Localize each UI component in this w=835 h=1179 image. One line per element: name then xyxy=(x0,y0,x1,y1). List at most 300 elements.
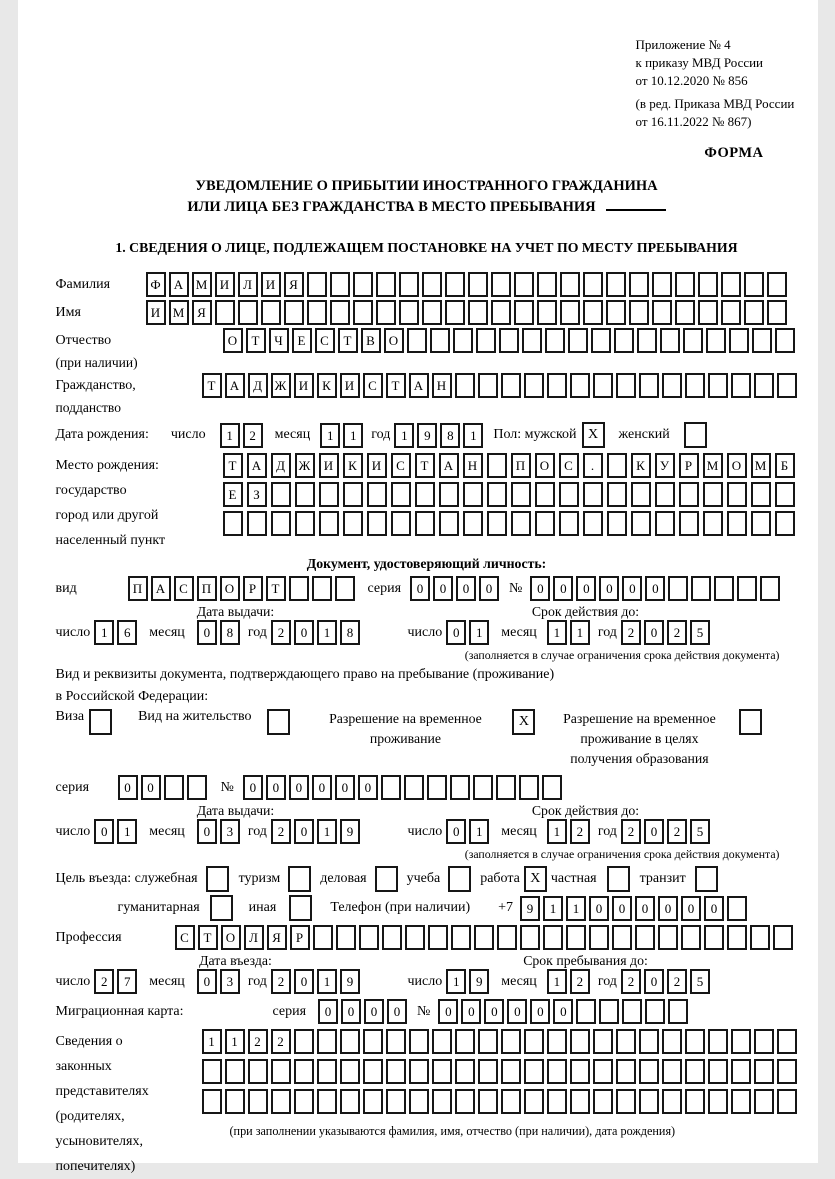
char-cell[interactable] xyxy=(271,482,291,507)
char-cell[interactable]: 1 xyxy=(566,896,586,921)
char-cell[interactable]: 6 xyxy=(117,620,137,645)
char-cell[interactable]: 0 xyxy=(312,775,332,800)
char-cell[interactable] xyxy=(295,482,315,507)
char-cell[interactable]: О xyxy=(384,328,404,353)
char-cell[interactable]: 2 xyxy=(243,423,263,448)
char-cell[interactable] xyxy=(708,1089,728,1114)
char-cell[interactable]: Т xyxy=(223,453,243,478)
char-cell[interactable] xyxy=(478,1089,498,1114)
char-cell[interactable]: 5 xyxy=(690,969,710,994)
char-cell[interactable] xyxy=(754,1059,774,1084)
char-cell[interactable]: 0 xyxy=(612,896,632,921)
char-cell[interactable]: П xyxy=(511,453,531,478)
char-cell[interactable] xyxy=(428,925,448,950)
char-cell[interactable] xyxy=(363,1089,383,1114)
char-cell[interactable] xyxy=(639,373,659,398)
temp-permit-checkbox[interactable]: X xyxy=(512,709,535,735)
char-cell[interactable] xyxy=(248,1059,268,1084)
humanitarian-checkbox[interactable] xyxy=(210,895,233,921)
char-cell[interactable] xyxy=(367,511,387,536)
char-cell[interactable] xyxy=(542,775,562,800)
char-cell[interactable] xyxy=(382,925,402,950)
char-cell[interactable] xyxy=(386,1059,406,1084)
char-cell[interactable] xyxy=(675,272,695,297)
char-cell[interactable]: 1 xyxy=(469,819,489,844)
char-cell[interactable]: 0 xyxy=(599,576,619,601)
char-cell[interactable]: 9 xyxy=(520,896,540,921)
char-cell[interactable] xyxy=(499,328,519,353)
char-cell[interactable] xyxy=(422,300,442,325)
char-cell[interactable]: 0 xyxy=(446,819,466,844)
char-cell[interactable] xyxy=(629,272,649,297)
char-cell[interactable]: 1 xyxy=(343,423,363,448)
char-cell[interactable]: 0 xyxy=(197,620,217,645)
char-cell[interactable]: 0 xyxy=(118,775,138,800)
char-cell[interactable] xyxy=(547,1059,567,1084)
char-cell[interactable] xyxy=(271,1089,291,1114)
char-cell[interactable] xyxy=(668,576,688,601)
char-cell[interactable]: 9 xyxy=(340,969,360,994)
char-cell[interactable] xyxy=(445,272,465,297)
char-cell[interactable] xyxy=(463,511,483,536)
char-cell[interactable] xyxy=(520,925,540,950)
char-cell[interactable]: 2 xyxy=(667,969,687,994)
char-cell[interactable]: О xyxy=(223,328,243,353)
char-cell[interactable] xyxy=(637,328,657,353)
char-cell[interactable] xyxy=(537,300,557,325)
char-cell[interactable]: П xyxy=(128,576,148,601)
char-cell[interactable]: 0 xyxy=(318,999,338,1024)
char-cell[interactable] xyxy=(583,272,603,297)
char-cell[interactable] xyxy=(775,511,795,536)
char-cell[interactable] xyxy=(662,1089,682,1114)
char-cell[interactable] xyxy=(662,1029,682,1054)
char-cell[interactable] xyxy=(570,1059,590,1084)
char-cell[interactable] xyxy=(247,511,267,536)
char-cell[interactable] xyxy=(698,300,718,325)
char-cell[interactable]: 0 xyxy=(438,999,458,1024)
char-cell[interactable] xyxy=(767,272,787,297)
char-cell[interactable]: У xyxy=(655,453,675,478)
char-cell[interactable] xyxy=(655,511,675,536)
char-cell[interactable] xyxy=(468,300,488,325)
char-cell[interactable]: 0 xyxy=(94,819,114,844)
char-cell[interactable] xyxy=(767,300,787,325)
char-cell[interactable] xyxy=(432,1059,452,1084)
char-cell[interactable]: 0 xyxy=(479,576,499,601)
char-cell[interactable] xyxy=(317,1059,337,1084)
char-cell[interactable] xyxy=(445,300,465,325)
char-cell[interactable]: Т xyxy=(202,373,222,398)
edu-permit-checkbox[interactable] xyxy=(739,709,762,735)
char-cell[interactable]: 0 xyxy=(197,819,217,844)
char-cell[interactable] xyxy=(631,511,651,536)
char-cell[interactable] xyxy=(606,300,626,325)
char-cell[interactable]: Т xyxy=(198,925,218,950)
char-cell[interactable] xyxy=(487,482,507,507)
char-cell[interactable]: О xyxy=(535,453,555,478)
char-cell[interactable] xyxy=(593,1059,613,1084)
char-cell[interactable] xyxy=(215,300,235,325)
char-cell[interactable] xyxy=(714,576,734,601)
char-cell[interactable] xyxy=(376,300,396,325)
char-cell[interactable] xyxy=(409,1029,429,1054)
char-cell[interactable] xyxy=(519,775,539,800)
char-cell[interactable] xyxy=(514,300,534,325)
char-cell[interactable] xyxy=(729,328,749,353)
private-checkbox[interactable] xyxy=(607,866,630,892)
char-cell[interactable]: Ф xyxy=(146,272,166,297)
char-cell[interactable] xyxy=(307,300,327,325)
char-cell[interactable] xyxy=(399,300,419,325)
char-cell[interactable]: Л xyxy=(244,925,264,950)
char-cell[interactable]: 0 xyxy=(456,576,476,601)
char-cell[interactable] xyxy=(455,1029,475,1054)
char-cell[interactable] xyxy=(376,272,396,297)
char-cell[interactable] xyxy=(685,1029,705,1054)
char-cell[interactable]: 8 xyxy=(340,620,360,645)
char-cell[interactable] xyxy=(524,1029,544,1054)
char-cell[interactable]: И xyxy=(340,373,360,398)
char-cell[interactable]: 1 xyxy=(317,969,337,994)
char-cell[interactable]: Т xyxy=(386,373,406,398)
char-cell[interactable] xyxy=(340,1029,360,1054)
char-cell[interactable]: С xyxy=(174,576,194,601)
char-cell[interactable] xyxy=(616,1089,636,1114)
char-cell[interactable] xyxy=(225,1059,245,1084)
char-cell[interactable]: П xyxy=(197,576,217,601)
char-cell[interactable]: 2 xyxy=(667,620,687,645)
tourism-checkbox[interactable] xyxy=(288,866,311,892)
char-cell[interactable] xyxy=(294,1059,314,1084)
char-cell[interactable] xyxy=(589,925,609,950)
char-cell[interactable]: К xyxy=(631,453,651,478)
char-cell[interactable] xyxy=(271,1059,291,1084)
char-cell[interactable]: З xyxy=(247,482,267,507)
char-cell[interactable]: Т xyxy=(338,328,358,353)
char-cell[interactable] xyxy=(658,925,678,950)
char-cell[interactable] xyxy=(560,300,580,325)
char-cell[interactable] xyxy=(468,272,488,297)
char-cell[interactable]: М xyxy=(169,300,189,325)
char-cell[interactable] xyxy=(450,775,470,800)
char-cell[interactable] xyxy=(631,482,651,507)
char-cell[interactable]: 0 xyxy=(622,576,642,601)
char-cell[interactable]: А xyxy=(225,373,245,398)
char-cell[interactable] xyxy=(340,1089,360,1114)
char-cell[interactable]: 3 xyxy=(220,969,240,994)
char-cell[interactable] xyxy=(225,1089,245,1114)
char-cell[interactable]: 0 xyxy=(335,775,355,800)
char-cell[interactable] xyxy=(777,1089,797,1114)
char-cell[interactable]: И xyxy=(261,272,281,297)
char-cell[interactable] xyxy=(451,925,471,950)
char-cell[interactable]: 2 xyxy=(271,819,291,844)
char-cell[interactable]: 1 xyxy=(317,819,337,844)
char-cell[interactable] xyxy=(317,1029,337,1054)
char-cell[interactable]: И xyxy=(215,272,235,297)
char-cell[interactable] xyxy=(662,373,682,398)
char-cell[interactable]: Ж xyxy=(271,373,291,398)
char-cell[interactable] xyxy=(476,328,496,353)
char-cell[interactable] xyxy=(501,1059,521,1084)
char-cell[interactable]: А xyxy=(247,453,267,478)
char-cell[interactable] xyxy=(386,1029,406,1054)
char-cell[interactable] xyxy=(415,482,435,507)
char-cell[interactable] xyxy=(319,482,339,507)
char-cell[interactable] xyxy=(698,272,718,297)
char-cell[interactable] xyxy=(343,511,363,536)
char-cell[interactable]: О xyxy=(727,453,747,478)
char-cell[interactable] xyxy=(330,300,350,325)
char-cell[interactable] xyxy=(455,1089,475,1114)
char-cell[interactable]: 0 xyxy=(243,775,263,800)
char-cell[interactable]: 0 xyxy=(446,620,466,645)
char-cell[interactable] xyxy=(478,1029,498,1054)
char-cell[interactable]: 0 xyxy=(704,896,724,921)
char-cell[interactable] xyxy=(566,925,586,950)
char-cell[interactable]: Т xyxy=(415,453,435,478)
char-cell[interactable] xyxy=(668,999,688,1024)
char-cell[interactable] xyxy=(754,1029,774,1054)
char-cell[interactable] xyxy=(616,373,636,398)
char-cell[interactable]: Б xyxy=(775,453,795,478)
char-cell[interactable]: В xyxy=(361,328,381,353)
char-cell[interactable] xyxy=(422,272,442,297)
char-cell[interactable]: 1 xyxy=(543,896,563,921)
char-cell[interactable] xyxy=(511,482,531,507)
char-cell[interactable]: 0 xyxy=(294,620,314,645)
char-cell[interactable] xyxy=(703,482,723,507)
char-cell[interactable]: Е xyxy=(223,482,243,507)
char-cell[interactable] xyxy=(491,300,511,325)
char-cell[interactable]: 1 xyxy=(317,620,337,645)
char-cell[interactable] xyxy=(223,511,243,536)
char-cell[interactable]: Е xyxy=(292,328,312,353)
char-cell[interactable] xyxy=(312,576,332,601)
char-cell[interactable]: 0 xyxy=(294,819,314,844)
transit-checkbox[interactable] xyxy=(695,866,718,892)
char-cell[interactable] xyxy=(708,1059,728,1084)
char-cell[interactable] xyxy=(775,482,795,507)
char-cell[interactable]: О xyxy=(220,576,240,601)
business-checkbox[interactable] xyxy=(375,866,398,892)
char-cell[interactable] xyxy=(511,511,531,536)
char-cell[interactable] xyxy=(599,999,619,1024)
char-cell[interactable] xyxy=(359,925,379,950)
char-cell[interactable]: 0 xyxy=(635,896,655,921)
char-cell[interactable]: А xyxy=(439,453,459,478)
char-cell[interactable] xyxy=(463,482,483,507)
char-cell[interactable] xyxy=(754,1089,774,1114)
char-cell[interactable]: Л xyxy=(238,272,258,297)
char-cell[interactable] xyxy=(294,1089,314,1114)
char-cell[interactable] xyxy=(752,328,772,353)
char-cell[interactable] xyxy=(432,1029,452,1054)
sex-male-checkbox[interactable]: X xyxy=(582,422,605,448)
char-cell[interactable]: 3 xyxy=(220,819,240,844)
char-cell[interactable] xyxy=(487,511,507,536)
char-cell[interactable] xyxy=(524,1089,544,1114)
char-cell[interactable] xyxy=(607,453,627,478)
char-cell[interactable]: Я xyxy=(267,925,287,950)
char-cell[interactable]: 0 xyxy=(364,999,384,1024)
char-cell[interactable] xyxy=(652,272,672,297)
char-cell[interactable] xyxy=(606,272,626,297)
char-cell[interactable] xyxy=(679,482,699,507)
char-cell[interactable] xyxy=(685,1089,705,1114)
char-cell[interactable]: 2 xyxy=(94,969,114,994)
char-cell[interactable] xyxy=(570,1089,590,1114)
char-cell[interactable]: 0 xyxy=(645,576,665,601)
char-cell[interactable] xyxy=(708,373,728,398)
char-cell[interactable]: К xyxy=(317,373,337,398)
char-cell[interactable]: Я xyxy=(284,272,304,297)
char-cell[interactable] xyxy=(660,328,680,353)
char-cell[interactable] xyxy=(439,482,459,507)
char-cell[interactable] xyxy=(537,272,557,297)
char-cell[interactable]: 0 xyxy=(387,999,407,1024)
char-cell[interactable] xyxy=(681,925,701,950)
char-cell[interactable] xyxy=(731,1029,751,1054)
char-cell[interactable] xyxy=(202,1059,222,1084)
char-cell[interactable]: 0 xyxy=(341,999,361,1024)
char-cell[interactable]: Р xyxy=(290,925,310,950)
char-cell[interactable]: Н xyxy=(432,373,452,398)
char-cell[interactable] xyxy=(559,482,579,507)
char-cell[interactable] xyxy=(777,373,797,398)
char-cell[interactable] xyxy=(775,328,795,353)
char-cell[interactable] xyxy=(363,1059,383,1084)
char-cell[interactable] xyxy=(777,1029,797,1054)
char-cell[interactable] xyxy=(261,300,281,325)
char-cell[interactable]: 0 xyxy=(461,999,481,1024)
char-cell[interactable] xyxy=(607,482,627,507)
char-cell[interactable] xyxy=(386,1089,406,1114)
char-cell[interactable] xyxy=(202,1089,222,1114)
char-cell[interactable] xyxy=(238,300,258,325)
char-cell[interactable]: 1 xyxy=(117,819,137,844)
char-cell[interactable] xyxy=(404,775,424,800)
char-cell[interactable] xyxy=(612,925,632,950)
char-cell[interactable]: 0 xyxy=(658,896,678,921)
char-cell[interactable]: 0 xyxy=(553,576,573,601)
char-cell[interactable] xyxy=(289,576,309,601)
char-cell[interactable] xyxy=(652,300,672,325)
char-cell[interactable]: 0 xyxy=(644,819,664,844)
char-cell[interactable]: 1 xyxy=(547,969,567,994)
char-cell[interactable] xyxy=(760,576,780,601)
char-cell[interactable] xyxy=(583,482,603,507)
char-cell[interactable] xyxy=(750,925,770,950)
char-cell[interactable] xyxy=(731,373,751,398)
char-cell[interactable] xyxy=(704,925,724,950)
char-cell[interactable]: И xyxy=(146,300,166,325)
char-cell[interactable] xyxy=(591,328,611,353)
char-cell[interactable] xyxy=(607,511,627,536)
char-cell[interactable]: 0 xyxy=(681,896,701,921)
char-cell[interactable]: 0 xyxy=(530,576,550,601)
char-cell[interactable] xyxy=(535,482,555,507)
char-cell[interactable] xyxy=(496,775,516,800)
char-cell[interactable] xyxy=(751,482,771,507)
char-cell[interactable] xyxy=(593,1089,613,1114)
char-cell[interactable]: 8 xyxy=(440,423,460,448)
char-cell[interactable]: 1 xyxy=(225,1029,245,1054)
char-cell[interactable]: 9 xyxy=(417,423,437,448)
char-cell[interactable] xyxy=(655,482,675,507)
char-cell[interactable]: 1 xyxy=(220,423,240,448)
char-cell[interactable]: 0 xyxy=(197,969,217,994)
char-cell[interactable]: Р xyxy=(679,453,699,478)
char-cell[interactable] xyxy=(583,511,603,536)
char-cell[interactable] xyxy=(336,925,356,950)
char-cell[interactable] xyxy=(731,1089,751,1114)
char-cell[interactable] xyxy=(427,775,447,800)
char-cell[interactable]: 1 xyxy=(94,620,114,645)
char-cell[interactable] xyxy=(514,272,534,297)
char-cell[interactable]: О xyxy=(221,925,241,950)
char-cell[interactable] xyxy=(497,925,517,950)
char-cell[interactable] xyxy=(543,925,563,950)
char-cell[interactable]: 1 xyxy=(547,620,567,645)
char-cell[interactable] xyxy=(391,511,411,536)
char-cell[interactable] xyxy=(731,1059,751,1084)
char-cell[interactable]: 2 xyxy=(621,969,641,994)
char-cell[interactable]: А xyxy=(169,272,189,297)
char-cell[interactable] xyxy=(295,511,315,536)
char-cell[interactable]: М xyxy=(751,453,771,478)
char-cell[interactable] xyxy=(547,1089,567,1114)
char-cell[interactable]: 1 xyxy=(463,423,483,448)
char-cell[interactable] xyxy=(570,1029,590,1054)
char-cell[interactable]: Д xyxy=(248,373,268,398)
char-cell[interactable] xyxy=(777,1059,797,1084)
char-cell[interactable] xyxy=(721,300,741,325)
char-cell[interactable]: 7 xyxy=(117,969,137,994)
char-cell[interactable] xyxy=(679,511,699,536)
char-cell[interactable] xyxy=(522,328,542,353)
char-cell[interactable] xyxy=(367,482,387,507)
char-cell[interactable] xyxy=(399,272,419,297)
char-cell[interactable] xyxy=(343,482,363,507)
char-cell[interactable] xyxy=(593,1029,613,1054)
char-cell[interactable] xyxy=(307,272,327,297)
char-cell[interactable]: 0 xyxy=(644,969,664,994)
char-cell[interactable] xyxy=(639,1089,659,1114)
char-cell[interactable] xyxy=(271,511,291,536)
char-cell[interactable]: Я xyxy=(192,300,212,325)
char-cell[interactable] xyxy=(639,1029,659,1054)
char-cell[interactable] xyxy=(335,576,355,601)
char-cell[interactable] xyxy=(639,1059,659,1084)
char-cell[interactable] xyxy=(727,482,747,507)
char-cell[interactable] xyxy=(744,300,764,325)
char-cell[interactable] xyxy=(353,300,373,325)
char-cell[interactable] xyxy=(455,1059,475,1084)
char-cell[interactable] xyxy=(319,511,339,536)
char-cell[interactable] xyxy=(708,1029,728,1054)
char-cell[interactable] xyxy=(737,576,757,601)
char-cell[interactable]: 2 xyxy=(248,1029,268,1054)
char-cell[interactable] xyxy=(405,925,425,950)
char-cell[interactable] xyxy=(773,925,793,950)
char-cell[interactable] xyxy=(248,1089,268,1114)
char-cell[interactable]: Т xyxy=(246,328,266,353)
char-cell[interactable] xyxy=(662,1059,682,1084)
char-cell[interactable] xyxy=(317,1089,337,1114)
char-cell[interactable] xyxy=(473,775,493,800)
